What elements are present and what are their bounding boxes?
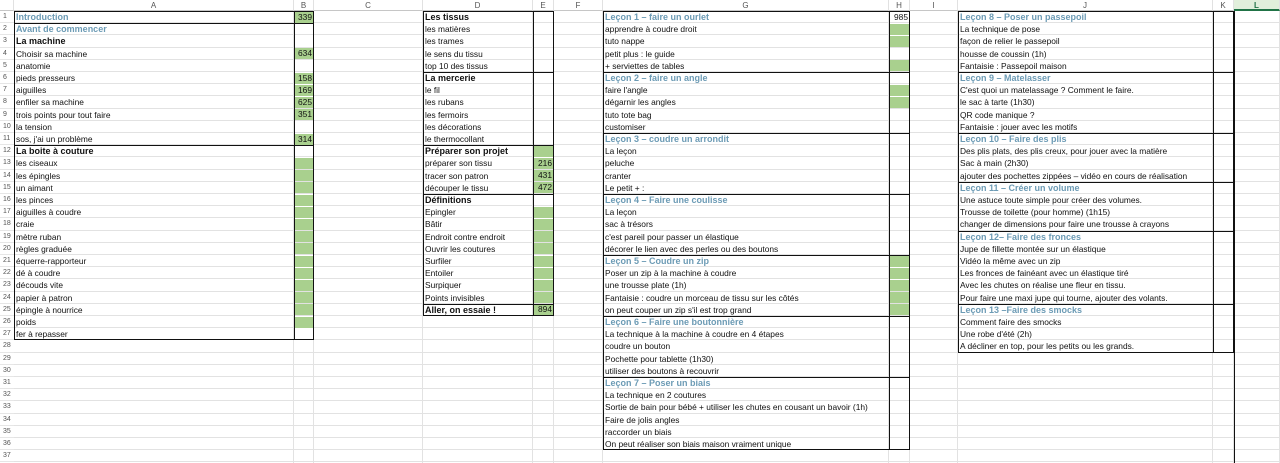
lesson-item-cell[interactable]: Une robe d'été (2h) <box>960 329 1032 340</box>
gridline-horizontal <box>14 121 1280 133</box>
column-header-i[interactable]: I <box>910 0 958 11</box>
lesson-item-cell[interactable]: façon de relier le passepoil <box>960 36 1060 47</box>
gridline-horizontal <box>14 182 1280 194</box>
value-cell[interactable] <box>889 195 909 206</box>
lesson-title-cell[interactable]: Leçon 5 – Coudre un zip <box>605 256 710 266</box>
lesson-item-cell[interactable]: Avec les chutes on réalise une fleur en tissu. <box>960 280 1126 291</box>
value-cell[interactable] <box>294 182 313 193</box>
section-heading-cell[interactable]: Avant de commencer <box>16 24 107 35</box>
value-cell[interactable] <box>533 24 553 35</box>
value-cell[interactable] <box>889 48 909 59</box>
lesson-item-cell[interactable]: On peut réaliser son biais maison vraiment unique <box>605 439 792 449</box>
lesson-item-cell[interactable]: Sortie de bain pour bébé + utiliser les chutes en cousant un bavoir (1h) <box>605 402 868 413</box>
value-cell[interactable]: 431 <box>533 170 553 181</box>
value-cell[interactable] <box>533 60 553 71</box>
lesson-item-cell[interactable]: faire l'angle <box>605 85 648 96</box>
topic-cell[interactable]: la tension <box>16 121 52 132</box>
topic-cell[interactable]: les fermoirs <box>425 109 469 120</box>
value-cell[interactable] <box>533 243 553 254</box>
value-cell[interactable] <box>889 268 909 279</box>
lesson-item-cell[interactable]: Sac à main (2h30) <box>960 158 1029 169</box>
lesson-item-cell[interactable]: La technique en 2 coutures <box>605 390 707 401</box>
row-header[interactable]: 12 <box>0 145 14 157</box>
row-header[interactable]: 8 <box>0 96 14 108</box>
topic-cell[interactable]: sos, j'ai un problème <box>16 134 93 144</box>
value-cell[interactable]: 314 <box>294 134 313 145</box>
value-cell[interactable] <box>533 97 553 108</box>
row-header[interactable]: 3 <box>0 35 14 47</box>
lesson-item-cell[interactable]: cranter <box>605 170 632 181</box>
value-cell[interactable] <box>294 60 313 71</box>
select-all-corner[interactable] <box>0 0 14 11</box>
lesson-title-cell[interactable]: Leçon 13 –Faire des smocks <box>960 304 1083 315</box>
value-cell[interactable] <box>294 292 313 303</box>
lesson-title-cell[interactable]: Leçon 9 – Matelasser <box>960 73 1051 83</box>
lesson-item-cell[interactable]: customiser <box>605 121 646 132</box>
lesson-item-cell[interactable]: une trousse plate (1h) <box>605 280 687 291</box>
topic-cell[interactable]: aiguilles à coudre <box>16 207 82 218</box>
topic-cell[interactable]: les épingles <box>16 170 61 181</box>
value-cell[interactable] <box>889 109 909 120</box>
lesson-item-cell[interactable]: La leçon <box>605 146 637 157</box>
lesson-item-cell[interactable]: le sac à tarte (1h30) <box>960 97 1035 108</box>
row-header[interactable]: 30 <box>0 365 14 377</box>
value-cell[interactable] <box>889 280 909 291</box>
topic-cell[interactable]: mètre ruban <box>16 231 62 242</box>
topic-cell[interactable]: découds vite <box>16 280 64 291</box>
column-header-l[interactable]: L <box>1234 0 1280 11</box>
row-header[interactable]: 17 <box>0 206 14 218</box>
topic-cell[interactable]: Choisir sa machine <box>16 48 88 59</box>
row-header[interactable]: 20 <box>0 243 14 255</box>
topic-cell[interactable]: dé à coudre <box>16 268 61 279</box>
topic-cell[interactable]: poids <box>16 317 37 327</box>
lesson-item-cell[interactable]: apprendre à coudre droit <box>605 24 697 35</box>
value-cell[interactable] <box>889 60 909 71</box>
lesson-item-cell[interactable]: Poser un zip à la machine à coudre <box>605 268 737 279</box>
value-cell[interactable] <box>889 231 909 242</box>
lesson-item-cell[interactable]: Les fronces de fainéant avec un élastique tiré <box>960 268 1129 279</box>
section-heading-cell[interactable]: Préparer son projet <box>425 146 509 157</box>
value-cell[interactable] <box>889 329 909 340</box>
lesson-item-cell[interactable]: changer de dimensions pour faire une trousse à crayons <box>960 219 1170 230</box>
lesson-item-cell[interactable]: raccorder un biais <box>605 426 672 437</box>
row-header[interactable]: 1 <box>0 11 14 23</box>
row-header[interactable]: 36 <box>0 438 14 450</box>
value-cell[interactable] <box>889 243 909 254</box>
row-header[interactable]: 21 <box>0 255 14 267</box>
row-header[interactable]: 13 <box>0 157 14 169</box>
topic-cell[interactable]: les matières <box>425 24 471 35</box>
value-cell[interactable] <box>889 402 909 413</box>
topic-cell[interactable]: Ouvrir les coutures <box>425 243 496 254</box>
lesson-item-cell[interactable]: peluche <box>605 158 635 169</box>
topic-cell[interactable]: les décorations <box>425 121 482 132</box>
topic-cell[interactable]: Endroit contre endroit <box>425 231 506 242</box>
lesson-item-cell[interactable]: tuto tote bag <box>605 109 652 120</box>
lesson-item-cell[interactable]: Une astuce toute simple pour créer des volumes. <box>960 195 1143 205</box>
row-header[interactable]: 18 <box>0 218 14 230</box>
row-header[interactable]: 14 <box>0 170 14 182</box>
value-cell[interactable] <box>889 439 909 450</box>
topic-cell[interactable]: Surfiler <box>425 256 452 266</box>
value-cell[interactable]: 634 <box>294 48 313 59</box>
lesson-item-cell[interactable]: + serviettes de tables <box>605 60 685 71</box>
value-cell[interactable] <box>533 12 553 23</box>
value-cell[interactable] <box>889 158 909 169</box>
section-heading-cell[interactable]: La mercerie <box>425 73 476 83</box>
topic-cell[interactable]: tracer son patron <box>425 170 489 181</box>
column-header-j[interactable]: J <box>958 0 1213 11</box>
row-header[interactable]: 10 <box>0 121 14 133</box>
value-cell[interactable] <box>533 134 553 145</box>
column-header-e[interactable]: E <box>533 0 554 11</box>
topic-cell[interactable]: un aimant <box>16 182 53 193</box>
value-cell[interactable] <box>533 73 553 84</box>
lesson-item-cell[interactable]: Pour faire une maxi jupe qui tourne, ajouter des volants. <box>960 292 1168 303</box>
section-heading-cell[interactable]: Aller, on essaie ! <box>425 304 497 315</box>
value-cell[interactable]: 894 <box>533 304 553 315</box>
topic-cell[interactable]: équerre-rapporteur <box>16 256 87 266</box>
lesson-title-cell[interactable]: Leçon 4 – Faire une coulisse <box>605 195 728 205</box>
value-cell[interactable] <box>889 292 909 303</box>
value-cell[interactable] <box>889 317 909 328</box>
topic-cell[interactable]: le thermocollant <box>425 134 485 144</box>
section-heading-cell[interactable]: Les tissus <box>425 12 470 22</box>
value-cell[interactable] <box>533 280 553 291</box>
lesson-item-cell[interactable]: La technique de pose <box>960 24 1041 35</box>
value-cell[interactable] <box>889 378 909 389</box>
value-cell[interactable] <box>889 121 909 132</box>
topic-cell[interactable]: anatomie <box>16 60 51 71</box>
value-cell[interactable] <box>533 256 553 267</box>
lesson-item-cell[interactable]: on peut couper un zip s'il est trop grand <box>605 304 752 315</box>
value-cell[interactable] <box>294 158 313 169</box>
value-cell[interactable]: 625 <box>294 97 313 108</box>
row-header[interactable]: 16 <box>0 194 14 206</box>
value-cell[interactable] <box>889 341 909 352</box>
value-cell[interactable] <box>533 207 553 218</box>
row-header[interactable]: 32 <box>0 389 14 401</box>
lesson-item-cell[interactable]: c'est pareil pour passer un élastique <box>605 231 739 242</box>
column-header-c[interactable]: C <box>314 0 423 11</box>
value-cell[interactable] <box>889 304 909 315</box>
lesson-item-cell[interactable]: Comment faire des smocks <box>960 317 1062 327</box>
value-cell[interactable] <box>294 231 313 242</box>
value-cell[interactable] <box>294 24 313 35</box>
value-cell[interactable]: 216 <box>533 158 553 169</box>
column-header-h[interactable]: H <box>889 0 910 11</box>
topic-cell[interactable]: les trames <box>425 36 464 47</box>
lesson-title-cell[interactable]: Leçon 1 – faire un ourlet <box>605 12 710 22</box>
row-header[interactable]: 22 <box>0 267 14 279</box>
section-heading-cell[interactable]: La boite à couture <box>16 146 94 157</box>
lesson-item-cell[interactable]: Fantaisie : jouer avec les motifs <box>960 121 1078 132</box>
row-header[interactable]: 28 <box>0 340 14 352</box>
row-header[interactable]: 29 <box>0 353 14 365</box>
value-cell[interactable] <box>294 304 313 315</box>
row-header[interactable]: 23 <box>0 279 14 291</box>
value-cell[interactable] <box>533 85 553 96</box>
section-heading-cell[interactable]: Définitions <box>425 195 472 205</box>
lesson-title-cell[interactable]: Leçon 7 – Poser un biais <box>605 378 711 388</box>
lesson-item-cell[interactable]: coudre un bouton <box>605 341 671 352</box>
topic-cell[interactable]: pieds presseurs <box>16 73 76 83</box>
value-cell[interactable] <box>889 146 909 157</box>
row-header[interactable]: 33 <box>0 401 14 413</box>
topic-cell[interactable]: top 10 des tissus <box>425 60 488 71</box>
lesson-item-cell[interactable]: Pochette pour tablette (1h30) <box>605 353 714 364</box>
column-header-a[interactable]: A <box>14 0 294 11</box>
value-cell[interactable] <box>294 170 313 181</box>
value-cell[interactable] <box>889 219 909 230</box>
value-cell[interactable] <box>294 268 313 279</box>
lesson-item-cell[interactable]: A décliner en top, pour les petits ou les grands. <box>960 341 1135 352</box>
value-cell[interactable] <box>889 207 909 218</box>
lesson-item-cell[interactable]: ajouter des pochettes zippées – vidéo en cours de réalisation <box>960 170 1188 181</box>
topic-cell[interactable]: Surpiquer <box>425 280 462 291</box>
lesson-item-cell[interactable]: Fantaisie : Passepoil maison <box>960 60 1067 71</box>
value-cell[interactable] <box>294 243 313 254</box>
value-cell[interactable] <box>533 48 553 59</box>
value-cell[interactable] <box>889 390 909 401</box>
column-header-g[interactable]: G <box>603 0 889 11</box>
column-header-b[interactable]: B <box>294 0 314 11</box>
value-cell[interactable] <box>889 414 909 425</box>
lesson-item-cell[interactable]: dégarnir les angles <box>605 97 676 108</box>
row-header[interactable]: 37 <box>0 450 14 462</box>
value-cell[interactable] <box>294 36 313 47</box>
lesson-item-cell[interactable]: Faire de jolis angles <box>605 414 680 425</box>
topic-cell[interactable]: Epingler <box>425 207 456 218</box>
lesson-title-cell[interactable]: Leçon 8 – Poser un passepoil <box>960 12 1087 22</box>
value-cell[interactable] <box>889 134 909 145</box>
value-cell[interactable]: 985 <box>894 11 908 22</box>
value-cell[interactable] <box>889 85 909 96</box>
row-header[interactable]: 34 <box>0 414 14 426</box>
topic-cell[interactable]: les ciseaux <box>16 158 58 169</box>
value-cell[interactable] <box>533 219 553 230</box>
column-header-f[interactable]: F <box>554 0 603 11</box>
lesson-title-cell[interactable]: Leçon 3 – coudre un arrondit <box>605 134 730 144</box>
lesson-item-cell[interactable]: Le petit + : <box>605 182 645 193</box>
topic-cell[interactable]: enfiler sa machine <box>16 97 84 108</box>
lesson-item-cell[interactable]: QR code manique ? <box>960 109 1035 120</box>
topic-cell[interactable]: le fil <box>425 85 440 96</box>
row-header[interactable]: 2 <box>0 23 14 35</box>
value-cell[interactable] <box>889 426 909 437</box>
topic-cell[interactable]: fer à repasser <box>16 329 68 340</box>
row-header[interactable]: 27 <box>0 328 14 340</box>
lesson-item-cell[interactable]: utiliser des boutons à recouvrir <box>605 365 720 376</box>
value-cell[interactable] <box>294 195 313 206</box>
value-cell[interactable] <box>889 256 909 267</box>
value-cell[interactable] <box>294 280 313 291</box>
value-cell[interactable] <box>533 109 553 120</box>
row-header[interactable]: 5 <box>0 60 14 72</box>
row-header[interactable]: 19 <box>0 231 14 243</box>
value-cell[interactable] <box>889 97 909 108</box>
value-cell[interactable] <box>533 292 553 303</box>
value-cell[interactable] <box>533 121 553 132</box>
topic-cell[interactable]: découper le tissu <box>425 182 489 193</box>
lesson-item-cell[interactable]: tuto nappe <box>605 36 645 47</box>
value-cell[interactable] <box>294 256 313 267</box>
value-cell[interactable] <box>533 268 553 279</box>
lesson-item-cell[interactable]: Trousse de toilette (pour homme) (1h15) <box>960 207 1111 218</box>
row-header[interactable]: 9 <box>0 109 14 121</box>
value-cell[interactable] <box>294 219 313 230</box>
section-heading-cell[interactable]: La machine <box>16 36 66 47</box>
row-header[interactable]: 26 <box>0 316 14 328</box>
lesson-title-cell[interactable]: Leçon 2 – faire un angle <box>605 73 708 83</box>
value-cell[interactable]: 158 <box>294 73 313 84</box>
value-cell[interactable] <box>294 317 313 328</box>
lesson-item-cell[interactable]: Jupe de fillette montée sur un élastique <box>960 243 1106 254</box>
row-header[interactable]: 35 <box>0 426 14 438</box>
topic-cell[interactable]: aiguilles <box>16 85 47 96</box>
value-cell[interactable] <box>533 36 553 47</box>
gridline-horizontal <box>14 450 1280 462</box>
topic-cell[interactable]: préparer son tissu <box>425 158 493 169</box>
topic-cell[interactable]: Entoiler <box>425 268 454 279</box>
value-cell[interactable] <box>294 329 313 340</box>
value-cell[interactable]: 339 <box>294 12 313 23</box>
value-cell[interactable] <box>889 353 909 364</box>
lesson-item-cell[interactable]: C'est quoi un matelassage ? Comment le faire. <box>960 85 1134 96</box>
lesson-item-cell[interactable]: sac à trésors <box>605 219 653 230</box>
value-cell[interactable]: 351 <box>294 109 313 120</box>
topic-cell[interactable]: Bâtir <box>425 219 443 230</box>
lesson-item-cell[interactable]: La technique à la machine à coudre en 4 étapes <box>605 329 784 340</box>
topic-cell[interactable]: le sens du tissu <box>425 48 483 59</box>
lesson-item-cell[interactable]: La leçon <box>605 207 637 218</box>
gridline-horizontal <box>14 157 1280 169</box>
lesson-title-cell[interactable]: Leçon 10 – Faire des plis <box>960 134 1067 144</box>
lesson-item-cell[interactable]: Des plis plats, des plis creux, pour jouer avec la matière <box>960 146 1168 157</box>
row-header[interactable]: 15 <box>0 182 14 194</box>
row-header[interactable]: 4 <box>0 48 14 60</box>
row-header[interactable]: 11 <box>0 133 14 145</box>
topic-cell[interactable]: les pinces <box>16 195 54 205</box>
value-cell[interactable] <box>533 195 553 206</box>
value-cell[interactable] <box>533 146 553 157</box>
value-cell[interactable] <box>889 182 909 193</box>
topic-cell[interactable]: trois points pour tout faire <box>16 109 111 120</box>
lesson-item-cell[interactable]: Fantaisie : coudre un morceau de tissu sur les côtés <box>605 292 799 303</box>
column-header-d[interactable]: D <box>423 0 533 11</box>
row-header[interactable]: 31 <box>0 377 14 389</box>
value-cell[interactable] <box>294 121 313 132</box>
lesson-title-cell[interactable]: Leçon 12– Faire des fronces <box>960 231 1082 242</box>
value-cell[interactable] <box>889 73 909 84</box>
column-header-k[interactable]: K <box>1213 0 1234 11</box>
lesson-item-cell[interactable]: petit plus : le guide <box>605 48 675 59</box>
value-cell[interactable]: 169 <box>294 85 313 96</box>
value-cell[interactable] <box>294 207 313 218</box>
topic-cell[interactable]: les rubans <box>425 97 464 108</box>
topic-cell[interactable]: épingle à nourrice <box>16 304 83 315</box>
lesson-title-cell[interactable]: Leçon 6 – Faire une boutonnière <box>605 317 744 327</box>
lesson-item-cell[interactable]: housse de coussin (1h) <box>960 48 1047 59</box>
section-heading-cell[interactable]: Introduction <box>16 12 69 22</box>
value-cell[interactable] <box>533 231 553 242</box>
value-cell[interactable] <box>889 24 909 35</box>
topic-cell[interactable]: règles graduée <box>16 243 72 254</box>
topic-cell[interactable]: papier à patron <box>16 292 73 303</box>
value-cell[interactable] <box>889 170 909 181</box>
lesson-item-cell[interactable]: décorer le lien avec des perles ou des boutons <box>605 243 779 254</box>
topic-cell[interactable]: Points invisibles <box>425 292 485 303</box>
value-cell[interactable] <box>889 365 909 376</box>
row-header[interactable]: 7 <box>0 84 14 96</box>
value-cell[interactable] <box>294 146 313 157</box>
value-cell[interactable]: 472 <box>533 182 553 193</box>
gridline-horizontal <box>14 35 1280 47</box>
row-header[interactable]: 24 <box>0 292 14 304</box>
value-cell[interactable] <box>889 36 909 47</box>
topic-cell[interactable]: craie <box>16 219 35 230</box>
row-header[interactable]: 6 <box>0 72 14 84</box>
row-header[interactable]: 25 <box>0 304 14 316</box>
lesson-item-cell[interactable]: Vidéo la même avec un zip <box>960 256 1061 266</box>
lesson-title-cell[interactable]: Leçon 11 – Créer un volume <box>960 182 1080 193</box>
